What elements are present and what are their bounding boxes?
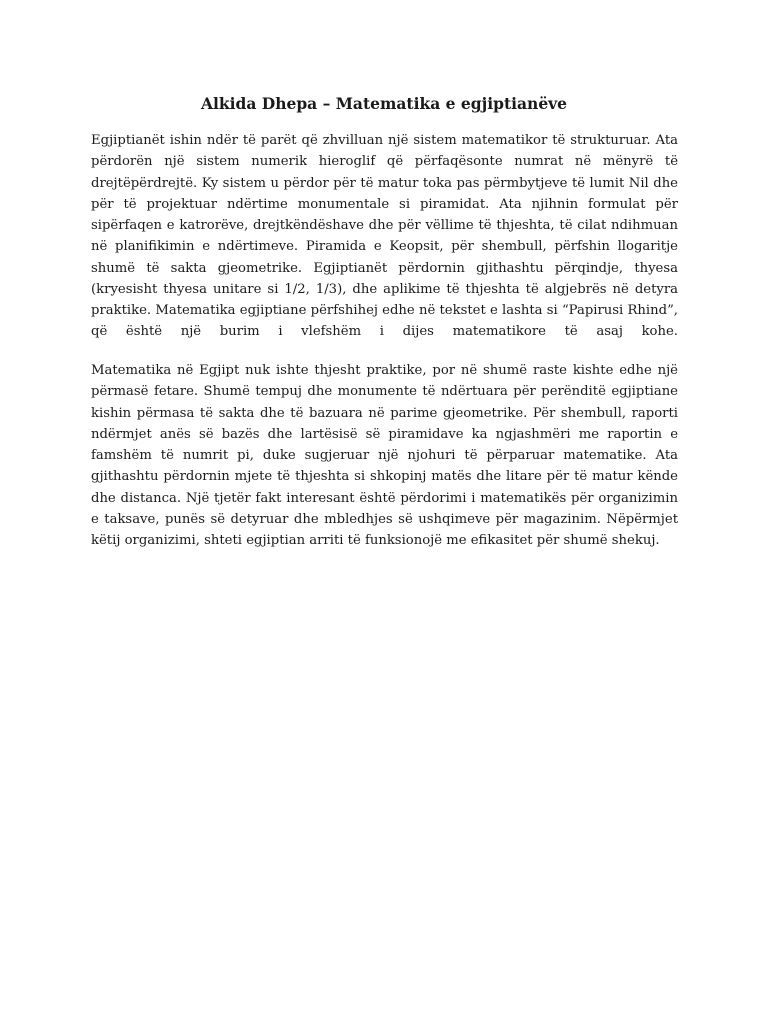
paragraph-1: Egjiptianët ishin ndër të parët që zhvilluan një sistem matematikor të strukturuar. Ata përdorën një sistem numerik hieroglif që përfaqësonte numrat në mënyrë të drejtëpërdrejtë. Ky sistem u përdor për të matur toka pas përmbytjeve të lumit Nil dhe për të projektuar ndërtime monumentale si piramidat. Ata njihnin formulat për sipërfaqen e katrorëve, drejtkëndëshave dhe për vëllime të thjeshta, të cilat ndihmuan në planifikimin e ndërtimeve. Piramida e Keopsit, për shembull, përfshin llogaritje shumë të sakta gjeometrike. Egjiptianët përdornin gjithashtu përqindje, thyesa (kryesisht thyesa unitare si 1/2, 1/3), dhe aplikime të thjeshta të algjebrës në detyra praktike. Matematika egjiptiane përfshihej edhe në tekstet e lashta si “Papirusi Rhind”, që është një burim i vlefshëm i dijes matematikore të asaj kohe. — [91, 133, 678, 340]
document-title: Alkida Dhepa – Matematika e egjiptianëve — [200, 94, 568, 113]
paragraph-2: Matematika në Egjipt nuk ishte thjesht praktike, por në shumë raste kishte edhe një përmasë fetare. Shumë tempuj dhe monumente të ndërtuara për perënditë egjiptiane kishin përmasa të sakta dhe të bazuara në parime gjeometrike. Për shembull, raporti ndërmjet anës së bazës dhe lartësisë së piramidave ka ngjashmëri me raportin e famshëm të numrit pi, duke sugjeruar një njohuri të përparuar matematike. Ata gjithashtu përdornin mjete të thjeshta si shkopinj matës dhe litare për të matur kënde dhe distanca. Një tjetër fakt interesant është përdorimi i matematikës për organizimin e taksave, punës së detyruar dhe mbledhjes së ushqimeve për magazinim. Nëpërmjet këtij organizimi, shteti egjiptian arriti të funksionojë me efikasitet për shumë shekuj. — [91, 363, 678, 548]
